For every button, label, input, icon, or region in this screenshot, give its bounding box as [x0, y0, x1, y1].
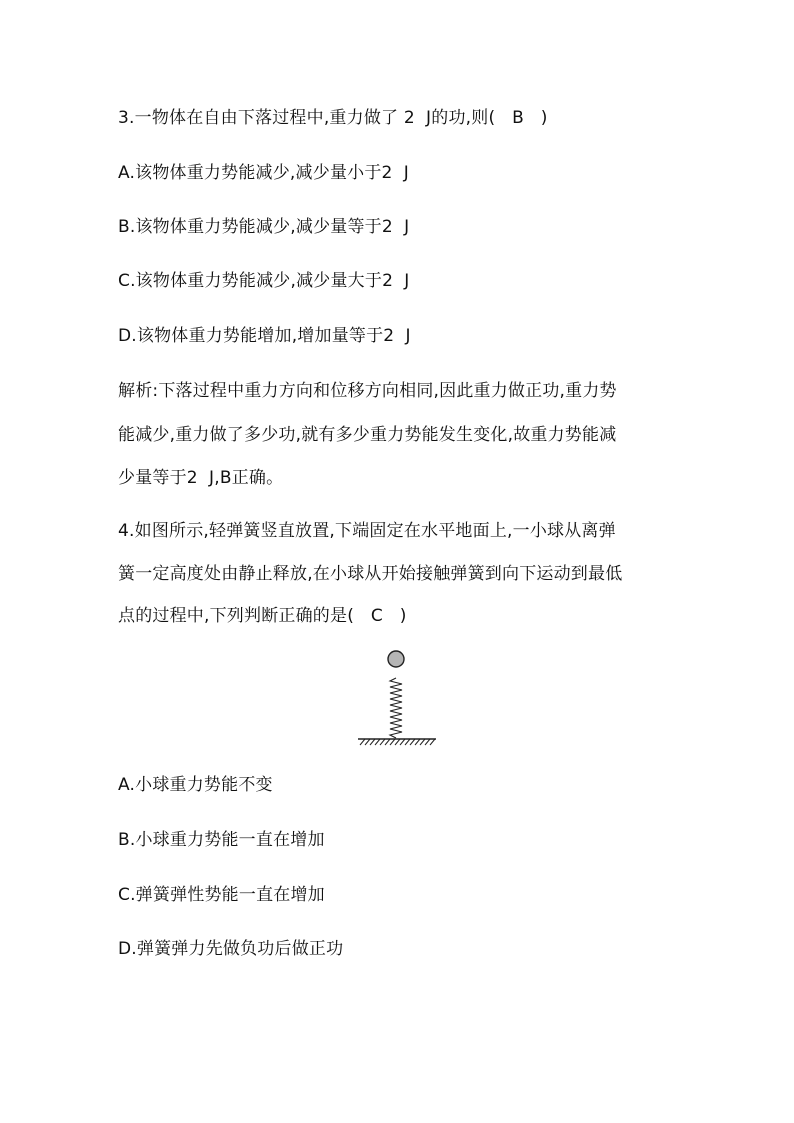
spring-ball-diagram — [352, 644, 442, 748]
ball — [388, 651, 404, 667]
question-4-option-b: B.小球重力势能一直在增加 — [118, 830, 325, 850]
question-4-option-a: A.小球重力势能不变 — [118, 775, 273, 795]
question-3-explanation-line-3: 少量等于2 J,B正确。 — [118, 468, 284, 488]
question-4-option-c: C.弹簧弹性势能一直在增加 — [118, 885, 325, 905]
question-3-option-c: C.该物体重力势能减少,减少量大于2 J — [118, 271, 410, 291]
question-4-stem-line-3: 点的过程中,下列判断正确的是( C ) — [118, 606, 407, 626]
question-3-option-a: A.该物体重力势能减少,减少量小于2 J — [118, 163, 409, 183]
ground-hatching — [360, 739, 435, 745]
question-3-explanation-line-1: 解析:下落过程中重力方向和位移方向相同,因此重力做正功,重力势 — [118, 381, 617, 401]
spring — [390, 678, 402, 738]
question-3-option-b: B.该物体重力势能减少,减少量等于2 J — [118, 217, 410, 237]
question-3-explanation-line-2: 能减少,重力做了多少功,就有多少重力势能发生变化,故重力势能减 — [118, 425, 617, 445]
question-4-stem-line-1: 4.如图所示,轻弹簧竖直放置,下端固定在水平地面上,一小球从离弹 — [118, 521, 616, 541]
question-3-option-d: D.该物体重力势能增加,增加量等于2 J — [118, 326, 411, 346]
question-3-stem: 3.一物体在自由下落过程中,重力做了 2 J的功,则( B ) — [118, 108, 548, 128]
question-4-stem-line-2: 簧一定高度处由静止释放,在小球从开始接触弹簧到向下运动到最低 — [118, 564, 623, 584]
question-4-option-d: D.弹簧弹力先做负功后做正功 — [118, 939, 344, 959]
